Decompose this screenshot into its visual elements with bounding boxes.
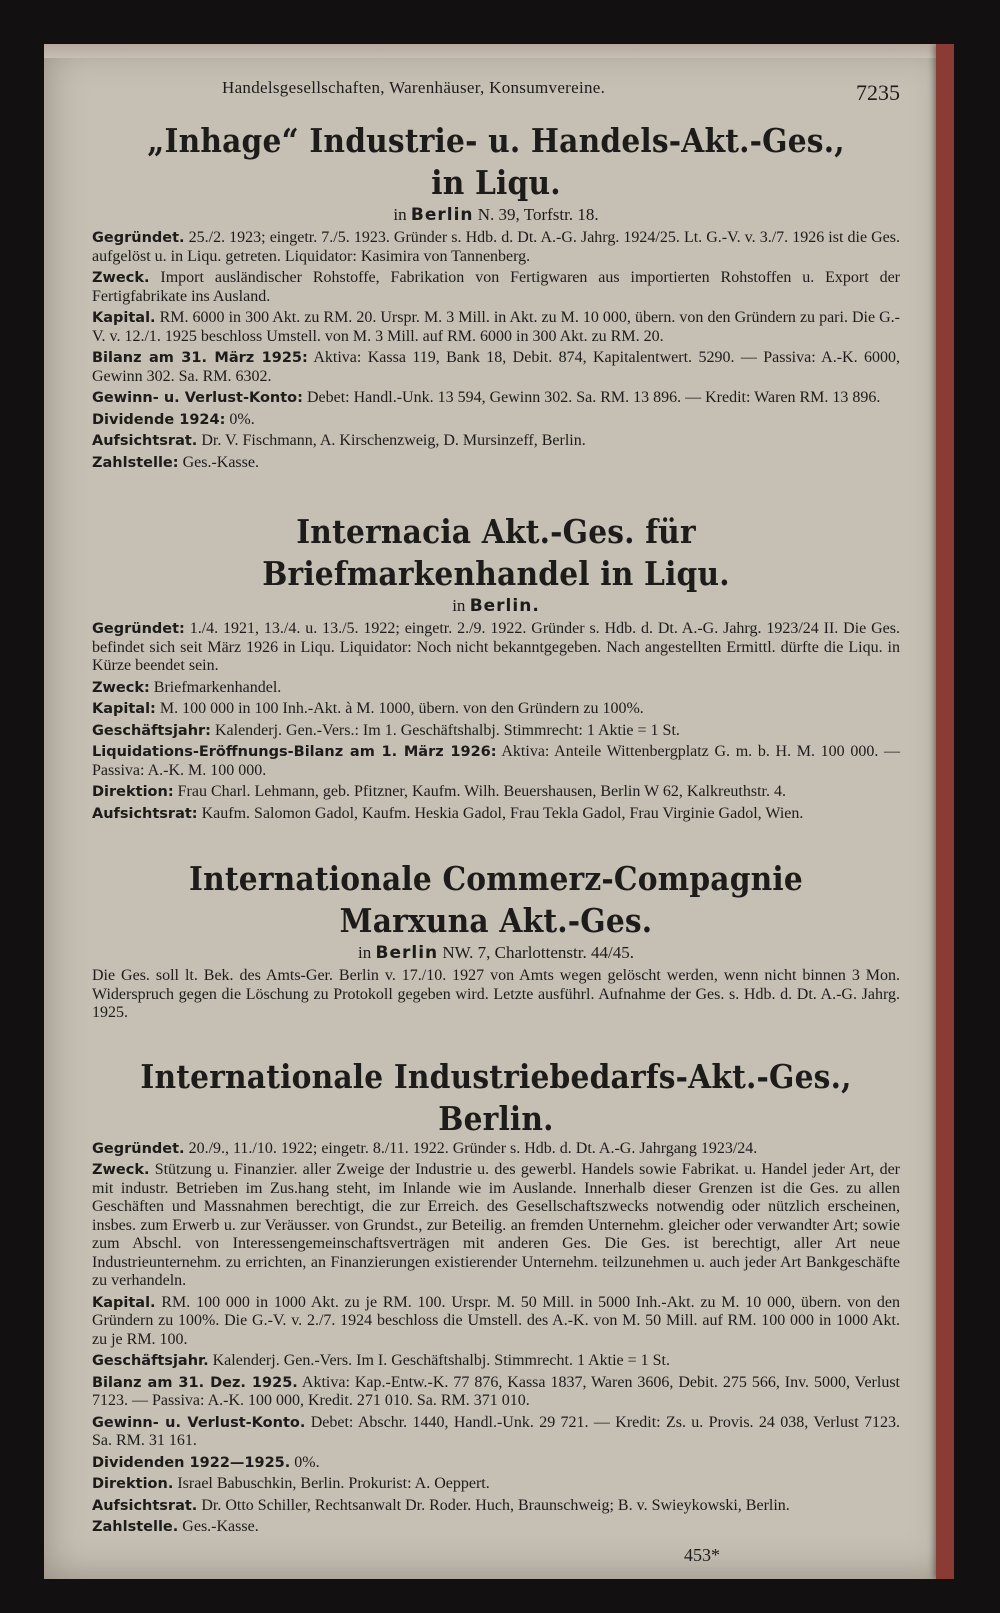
paragraph-text: Kalenderj. Gen.-Vers.: Im 1. Geschäftshalbj. Stimmrecht: 1 Aktie = 1 St.: [214, 721, 680, 739]
paragraph-label: Dividende 1924:: [92, 411, 226, 428]
entry-paragraph: [92, 309, 900, 346]
entry-spacer: [92, 475, 900, 503]
page-top-edge: [44, 44, 954, 58]
entry-paragraph: [92, 783, 900, 802]
location-city: Berlin.: [469, 596, 540, 616]
paragraph-text: Dr. Otto Schiller, Rechtsanwalt Dr. Roder. Huch, Braunschweig; B. v. Swieykowski, Berlin.: [201, 1496, 790, 1514]
company-entry: [92, 1056, 900, 1537]
page-number: 7235: [856, 80, 900, 105]
paragraph-label: Gegründet:: [92, 621, 185, 637]
entry-paragraph: [92, 700, 900, 719]
entry-paragraph: [92, 743, 900, 780]
entry-paragraph: [92, 1161, 900, 1291]
paragraph-text: Kaufm. Salomon Gadol, Kaufm. Heskia Gadol, Frau Tekla Gadol, Frau Virginie Gadol, Wien.: [201, 804, 804, 822]
paragraph-text: Dr. V. Fischmann, A. Kirschenzweig, D. Mursinzeff, Berlin.: [201, 432, 586, 449]
entry-paragraph: [92, 389, 900, 408]
paragraph-label: Gegründet.: [92, 230, 185, 246]
paragraph-label: Gewinn- u. Verlust-Konto.: [92, 1414, 306, 1431]
entry-paragraph: [92, 432, 900, 451]
paragraph-text: M. 100 000 in 100 Inh.-Akt. à M. 1000, übern. von den Gründern zu 100%.: [159, 700, 644, 717]
entry-spacer: [92, 1026, 900, 1048]
signature-mark: 453*: [684, 1544, 720, 1565]
location-city: Berlin: [375, 943, 439, 963]
paragraph-label: Zahlstelle.: [92, 1519, 179, 1535]
entry-paragraph: [92, 411, 900, 430]
paragraph-text: Israel Babuschkin, Berlin. Prokurist: A. Oeppert.: [177, 1475, 490, 1492]
entry-paragraph: [92, 1414, 900, 1451]
paragraph-label: Zweck:: [92, 679, 150, 696]
paragraph-label: Aufsichtsrat.: [92, 433, 198, 449]
paragraph-text: Debet: Abschr. 1440, Handl.-Unk. 29 721. — Kredit: Zs. u. Provis. 24 038, Verlust 7123. Sa. RM. 31 161.: [92, 1413, 900, 1449]
paragraph-label: Bilanz am 31. März 1925:: [92, 350, 308, 366]
company-entry: [92, 511, 900, 823]
entry-paragraph: [92, 229, 900, 266]
paragraph-label: Zahlstelle:: [92, 454, 179, 471]
entry-paragraph: [92, 805, 900, 824]
paragraph-label: Kapital.: [92, 1294, 156, 1311]
entry-paragraph: [92, 722, 900, 741]
entry-paragraph: [92, 1352, 900, 1371]
paragraph-label: Zweck.: [92, 1162, 150, 1178]
paragraph-label: Aufsichtsrat.: [92, 1497, 198, 1514]
book-page: [44, 44, 954, 1579]
paragraph-label: Bilanz am 31. Dez. 1925.: [92, 1374, 298, 1391]
paragraph-text: Debet: Handl.-Unk. 13 594, Gewinn 302. Sa. RM. 13 896. — Kredit: Waren RM. 13 896.: [306, 389, 881, 406]
entry-paragraph: [92, 1454, 900, 1473]
paragraph-text: 0%.: [229, 410, 255, 428]
location-prefix: in: [393, 205, 407, 224]
location-address: N. 39, Torfstr. 18.: [477, 205, 599, 224]
paragraph-text: Aktiva: Kassa 119, Bank 18, Debit. 874, Kapitalentwert. 5290. — Passiva: A.-K. 6000, Gewinn 302. Sa. RM. 6302.: [92, 349, 900, 385]
company-title: Internacia Akt.-Ges. für Briefmarkenhandel in Liqu.: [262, 512, 730, 593]
entry-paragraph: [92, 1497, 900, 1516]
entry-paragraph: [92, 1140, 900, 1159]
paragraph-text: Stützung u. Finanzier. aller Zweige der Industrie u. des gewerbl. Handels sowie Fabrikat. u. Handel jeder Art, der mit industr. Betrieben im Zus.hang steht, im Inlande wie im Auslande. Innerhalb dieser Grenzen ist die Ges. zu allen Geschäften und Massnahmen berechtigt, die zur Erreich. des Gesellschaftszwecks notwendig oder nützlich erscheinen, insbes. zum Erwerb u. zur Veräusser. von Grundst., zur Beteilig. an fremden Unternehm. gleicher oder verwandter Art; sowie zum Abschl. von Interessengemeinschaftsverträgen mit anderen Ges. Die Ges. ist berechtigt, aller Art neue Industrieunternehm. zu errichten, an Finanzierungen existierender Unternehm. teilzunehmen u. auch jeder Art Bankgeschäfte zu verhandeln.: [92, 1161, 900, 1289]
running-title: Handelsgesellschaften, Warenhäuser, Konsumvereine.: [222, 78, 606, 97]
company-title: „Inhage“ Industrie- u. Handels-Akt.-Ges., in Liqu.: [147, 121, 845, 202]
paragraph-text: 0%.: [294, 1453, 320, 1471]
paragraph-text: RM. 6000 in 300 Akt. zu RM. 20. Urspr. M. 3 Mill. in Akt. zu M. 10 000, übern. von den Gründern zu pari. Die G.-V. v. 12./1. 1925 beschloss Umstell. von M. 3 Mill. auf RM. 6000 in 300 Akt. zu RM. 20.: [92, 309, 901, 345]
paragraph-text: Die Ges. soll lt. Bek. des Amts-Ger. Berlin v. 17./10. 1927 von Amts wegen gelöscht werden, wenn nicht binnen 3 Mon. Widerspruch gegen die Löschung zu Protokoll gegeben wird. Letzte ausführl. Aufnahme der Ges. s. Hdb. d. Dt. A.-G. Jahrg. 1925.: [92, 967, 900, 1021]
company-entry: [92, 120, 900, 472]
paragraph-text: Aktiva: Kap.-Entw.-K. 77 876, Kassa 1837, Waren 3606, Debit. 275 566, Inv. 5000, Verlust 7123. — Passiva: A.-K. 100 000, Kredit. 271 010. Sa. RM. 371 010.: [92, 1373, 901, 1409]
entry-paragraph: [92, 349, 900, 386]
paragraph-text: Import ausländischer Rohstoffe, Fabrikation von Fertigwaren aus importierten Rohstoffen u. Export der Fertigfabrikate ins Ausland.: [92, 269, 900, 305]
paragraph-label: Zweck.: [92, 270, 150, 286]
company-entry: [92, 858, 900, 1023]
paragraph-label: Geschäftsjahr.: [92, 1353, 209, 1369]
company-title: Internationale Industriebedarfs-Akt.-Ges., Berlin.: [140, 1056, 852, 1138]
location-prefix: in: [452, 596, 466, 615]
entry-paragraph: [92, 1374, 900, 1411]
paragraph-label: Direktion:: [92, 784, 174, 800]
company-location: [92, 204, 900, 226]
entry-paragraph: [92, 454, 900, 473]
paragraph-text: Aktiva: Anteile Wittenbergplatz G. m. b. H. M. 100 000. — Passiva: A.-K. M. 100 000.: [92, 743, 901, 779]
paragraph-text: 1./4. 1921, 13./4. u. 13./5. 1922; eingetr. 2./9. 1922. Gründer s. Hdb. d. Dt. A.-G. Jahrg. 1923/24 II. Die Ges. befindet sich seit März 1926 in Liqu. Liquidator: Noch nicht bekanntgegeben. Nach angestellten Ermittl. dürfte die Liqu. in Kürze beendet sein.: [92, 620, 901, 674]
paragraph-label: Gewinn- u. Verlust-Konto:: [92, 390, 303, 406]
paragraph-label: Geschäftsjahr:: [92, 722, 211, 739]
location-city: Berlin: [410, 205, 474, 225]
paragraph-label: Kapital:: [92, 701, 156, 717]
paragraph-text: Ges.-Kasse.: [182, 1518, 259, 1535]
location-prefix: in: [358, 943, 372, 962]
entry-paragraph: [92, 269, 900, 306]
entry-paragraph: [92, 967, 900, 1023]
paragraph-text: 25./2. 1923; eingetr. 7./5. 1923. Gründer s. Hdb. d. Dt. A.-G. Jahrg. 1924/25. Lt. G.-V. v. 3./7. 1926 ist die Ges. aufgelöst u. in Liqu. getreten. Liquidator: Kasimira von Tannenberg.: [92, 229, 900, 265]
company-location: [92, 595, 900, 617]
entry-paragraph: [92, 620, 900, 676]
paragraph-label: Gegründet.: [92, 1140, 185, 1157]
paragraph-text: Kalenderj. Gen.-Vers. Im I. Geschäftshalbj. Stimmrecht. 1 Aktie = 1 St.: [212, 1352, 670, 1369]
page-content: [92, 72, 900, 1566]
entry-spacer: [92, 826, 900, 850]
company-title: Internationale Commerz-Compagnie Marxuna Akt.-Ges.: [189, 859, 803, 940]
running-head: [92, 72, 900, 112]
paragraph-text: Briefmarkenhandel.: [153, 678, 282, 696]
paragraph-label: Direktion.: [92, 1476, 174, 1492]
entry-paragraph: [92, 1475, 900, 1494]
paragraph-label: Aufsichtsrat:: [92, 805, 198, 822]
entry-paragraph: [92, 679, 900, 698]
company-location: [92, 942, 900, 964]
entry-paragraph: [92, 1294, 900, 1350]
paragraph-label: Dividenden 1922—1925.: [92, 1454, 291, 1471]
paragraph-text: Frau Charl. Lehmann, geb. Pfitzner, Kaufm. Wilh. Beuershausen, Berlin W 62, Kalkreuthstr. 4.: [177, 783, 786, 800]
paragraph-label: Kapital.: [92, 310, 156, 326]
paragraph-text: Ges.-Kasse.: [182, 453, 259, 471]
location-address: NW. 7, Charlottenstr. 44/45.: [442, 943, 634, 962]
page-red-edge: [936, 44, 954, 1579]
entry-paragraph: [92, 1518, 900, 1537]
paragraph-label: Liquidations-Eröffnungs-Bilanz am 1. März 1926:: [92, 744, 497, 760]
paragraph-text: RM. 100 000 in 1000 Akt. zu je RM. 100. Urspr. M. 50 Mill. in 5000 Inh.-Akt. zu M. 10 000, übern. von den Gründern zu 100%. Die G.-V. v. 2./7. 1924 beschloss die Umstell. des A.-K. von M. 50 Mill. auf RM. 100 000 in 1000 Akt. zu je RM. 100.: [92, 1293, 901, 1348]
paragraph-text: 20./9., 11./10. 1922; eingetr. 8./11. 1922. Gründer s. Hdb. d. Dt. A.-G. Jahrgang 1923/24.: [188, 1139, 758, 1157]
